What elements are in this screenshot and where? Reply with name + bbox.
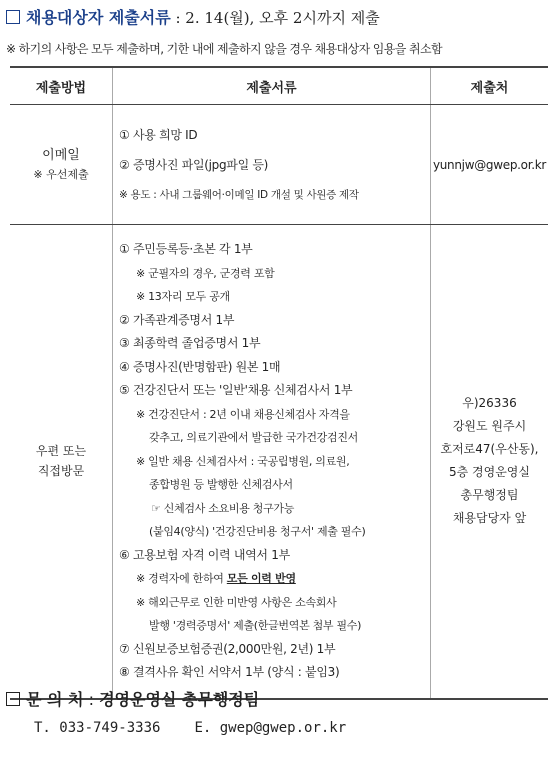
note-text: ※ 경력자에 한하여 [136, 572, 227, 585]
notice-text: ※ 하기의 사항은 모두 제출하며, 기한 내에 제출하지 않을 경우 채용대상자 임용을 취소함 [6, 42, 442, 56]
table-header-row [10, 67, 548, 105]
list-item: ⑦ 신원보증보험증권(2,000만원, 2년) 1부 [119, 641, 336, 656]
table-row-email [10, 105, 548, 225]
list-item: ② 증명사진 파일(jpg파일 등) [119, 157, 269, 172]
list-item-note: 발행 '경력증명서' 제출(한글번역본 첨부 필수) [149, 619, 362, 632]
list-item-note: ☞ 신체검사 소요비용 청구가능 [151, 501, 295, 515]
note-emphasis: 모든 이력 반영 [226, 572, 296, 585]
documents-table [10, 66, 548, 700]
contact-phone: T. 033-749-3336 [34, 720, 161, 736]
list-item-note: 종합병원 등 발행한 신체검사서 [149, 478, 293, 491]
post-destination-cell [431, 225, 549, 699]
email-destination: yunnjw@gwep.or.kr [431, 105, 549, 225]
list-item-note: ※ 13자리 모두 공개 [136, 290, 230, 303]
inquiry-label: 문 의 처 [26, 690, 84, 709]
address-line: 강원도 원주시 [452, 419, 527, 434]
post-method-line1: 우편 또는 [35, 444, 87, 459]
table-row-post [10, 225, 548, 699]
post-docs-cell [113, 225, 431, 699]
address-line: 5층 경영운영실 [448, 465, 530, 480]
post-method-cell [10, 225, 113, 699]
list-item-note [119, 567, 424, 591]
header-method: 제출방법 [10, 67, 113, 105]
email-method: 이메일 [42, 147, 80, 163]
list-item-note: ※ 일반 채용 신체검사서 : 국공립병원, 의료원, [136, 454, 350, 468]
list-item-note: ※ 용도 : 사내 그룹웨어·이메일 ID 개설 및 사원증 제작 [119, 188, 359, 201]
list-item-note: ※ 건강진단서 : 2년 이내 채용신체검사 자격을 [136, 407, 350, 421]
checkbox-square-icon [6, 692, 20, 706]
inquiry-value: 경영운영실 총무행정팀 [99, 690, 260, 709]
list-item: ② 가족관계증명서 1부 [119, 312, 235, 327]
section-title [6, 6, 554, 30]
list-item-note: ※ 해외근무로 인한 미반영 사항은 소속회사 [136, 595, 337, 609]
email-method-note: ※ 우선제출 [33, 167, 89, 181]
post-method-line2: 직접방문 [37, 464, 85, 479]
list-item: ① 주민등록등·초본 각 1부 [119, 242, 253, 256]
contact-email: E. gwep@gwep.or.kr [194, 720, 347, 736]
list-item-note: 갖추고, 의료기관에서 발급한 국가건강검진서 [149, 431, 358, 444]
header-documents: 제출서류 [113, 67, 431, 105]
list-item-note: (붙임4(양식) '건강진단비용 청구서' 제출 필수) [149, 525, 366, 538]
section-title-main: 채용대상자 제출서류 [26, 8, 171, 27]
address-line: 총무행정팀 [460, 488, 519, 503]
list-item: ⑥ 고용보험 자격 이력 내역서 1부 [119, 547, 290, 562]
list-item: ④ 증명사진(반명함판) 원본 1매 [119, 359, 281, 374]
header-destination: 제출처 [431, 67, 549, 105]
address-line: 호저로47(우산동), [440, 442, 539, 457]
inquiry-heading [6, 687, 259, 710]
list-item: ③ 최종학력 졸업증명서 1부 [119, 336, 261, 350]
section-title-deadline: : 2. 14(월), 오후 2시까지 제출 [170, 9, 380, 27]
address-line: 채용담당자 앞 [452, 511, 527, 526]
email-docs-cell [113, 105, 431, 225]
checkbox-square-icon [6, 10, 20, 24]
list-item-note: ※ 군필자의 경우, 군경력 포함 [136, 266, 275, 280]
inquiry-separator: : [83, 690, 100, 709]
list-item: ① 사용 희망 ID [119, 127, 198, 142]
contact-info [34, 720, 380, 736]
list-item: ⑧ 결격사유 확인 서약서 1부 (양식 : 붙임3) [119, 665, 340, 679]
list-item: ⑤ 건강진단서 또는 '일반'채용 신체검사서 1부 [119, 383, 353, 397]
address-line: 우)26336 [462, 396, 517, 411]
email-method-cell [10, 105, 113, 225]
